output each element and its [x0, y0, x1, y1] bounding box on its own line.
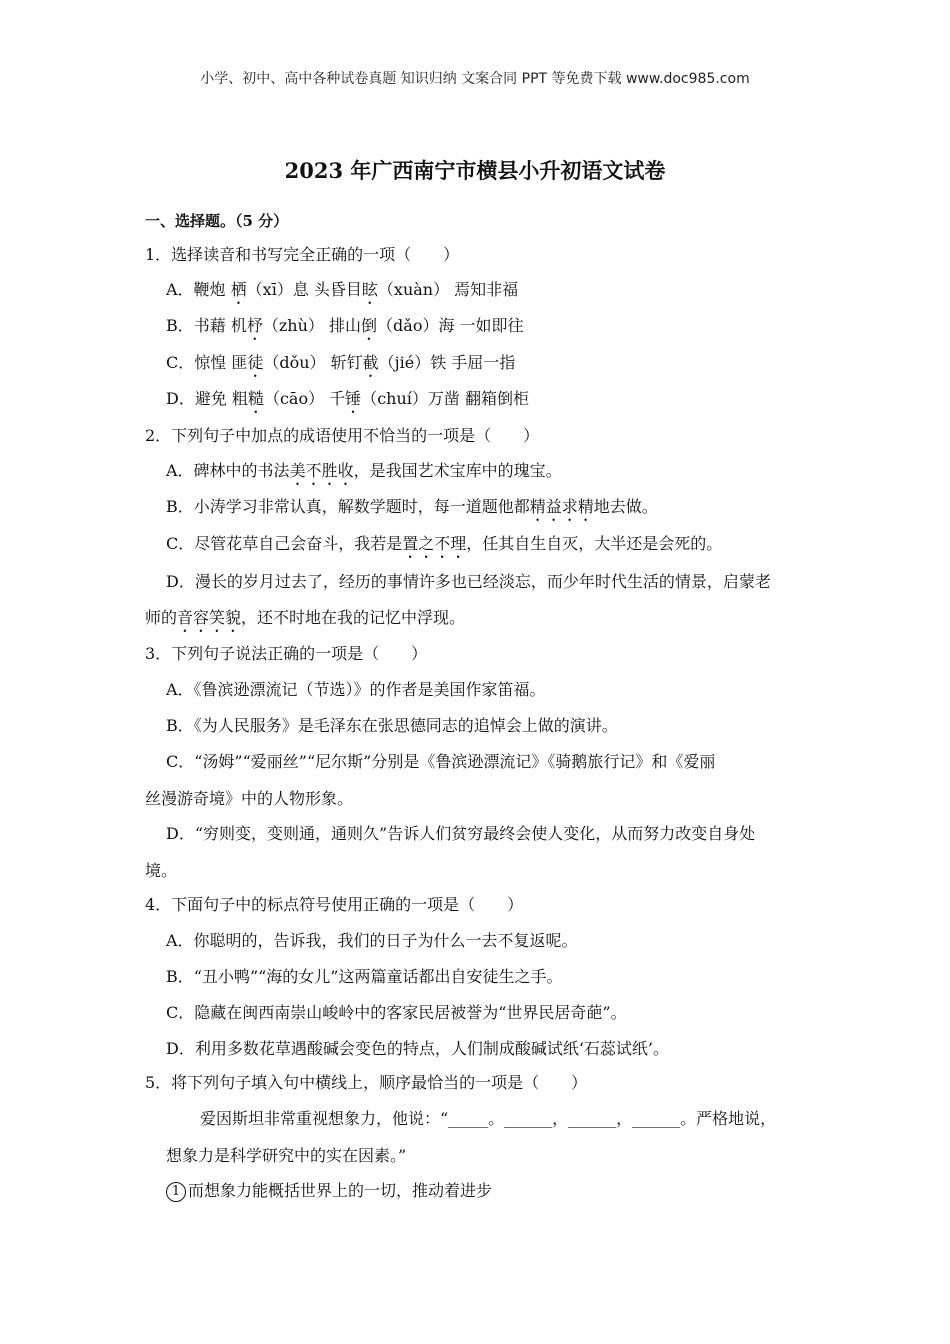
question-4-option-b: B．“丑小鸭”“海的女儿”这两篇童话都出自安徒生之手。 — [166, 967, 563, 986]
question-5-stem: 5．将下列句子填入句中横线上，顺序最恰当的一项是（ ） — [145, 1073, 588, 1092]
page-title: 2023 年广西南宁市横县小升初语文试卷 — [284, 158, 666, 183]
question-3-option-b: B．《为人民服务》是毛泽东在张思德同志的追悼会上做的演讲。 — [166, 716, 618, 735]
question-4-option-a: A．你聪明的，告诉我，我们的日子为什么一去不复返呢。 — [166, 931, 578, 950]
question-5-passage-line1: 爱因斯坦非常重视想象力，他说：“_____。______，______，______。严格地说， — [200, 1109, 777, 1128]
question-5-item-1: 1 而想象力能概括世界上的一切，推动着进步 — [166, 1180, 492, 1202]
question-3-option-a: A．《鲁滨逊漂流记（节选）》的作者是美国作家笛福。 — [166, 680, 546, 699]
question-4-stem: 4．下面句子中的标点符号使用正确的一项是（ ） — [145, 895, 524, 914]
section-heading: 一、选择题。（5 分） — [145, 212, 289, 230]
question-2-option-d-line1: D．漫长的岁月过去了，经历的事情许多也已经淡忘，而少年时代生活的情景，启蒙老 — [166, 572, 771, 591]
question-2-option-a: A．碑林中的书法美不胜收，是我国艺术宝库中的瑰宝。 — [166, 461, 562, 480]
question-4-option-c: C．隐藏在闽西南崇山峻岭中的客家民居被誉为“世界民居奇葩”。 — [166, 1003, 627, 1022]
question-4-option-d: D．利用多数花草遇酸碱会变色的特点，人们制成酸碱试纸‘石蕊试纸’。 — [166, 1039, 670, 1058]
question-2-stem: 2．下列句子中加点的成语使用不恰当的一项是（ ） — [145, 426, 540, 445]
question-3-option-d-line1: D．“穷则变，变则通，通则久”告诉人们贫穷最终会使人变化，从而努力改变自身处 — [166, 824, 756, 843]
question-1-option-b: B．书藉 机杼（zhù） 排山倒（dǎo）海 一如即往 — [166, 316, 524, 335]
question-1-stem: 1．选择读音和书写完全正确的一项（ ） — [145, 245, 460, 264]
question-2-option-c: C．尽管花草自己会奋斗，我若是置之不理，任其自生自灭，大半还是会死的。 — [166, 534, 723, 553]
question-1-option-d: D．避免 粗糙（cāo） 千锤（chuí）万凿 翻箱倒柜 — [166, 389, 529, 408]
page-header: 小学、初中、高中各种试卷真题 知识归纳 文案合同 PPT 等免费下载 www.doc985.com — [200, 71, 750, 87]
question-2-option-d-line2: 师的音容笑貌，还不时地在我的记忆中浮现。 — [145, 608, 466, 627]
question-1-option-c: C．惊惶 匪徒（dǒu） 斩钉截（jié）铁 手屈一指 — [166, 353, 516, 372]
question-5-passage-line2: 想象力是科学研究中的实在因素。” — [166, 1146, 407, 1165]
circled-number: 1 — [166, 1182, 186, 1202]
question-1-option-a: A．鞭炮 栖（xī）息 头昏目眩（xuàn） 焉知非福 — [166, 280, 519, 299]
question-3-option-c-line1: C．“汤姆”“爱丽丝”“尼尔斯”分别是《鲁滨逊漂流记》《骑鹅旅行记》和《爱丽 — [166, 752, 716, 771]
question-3-option-d-line2: 境。 — [145, 861, 178, 880]
question-3-option-c-line2: 丝漫游奇境》中的人物形象。 — [145, 789, 354, 808]
question-2-option-b: B．小涛学习非常认真，解数学题时，每一道题他都精益求精地去做。 — [166, 497, 658, 516]
question-3-stem: 3．下列句子说法正确的一项是（ ） — [145, 644, 428, 663]
